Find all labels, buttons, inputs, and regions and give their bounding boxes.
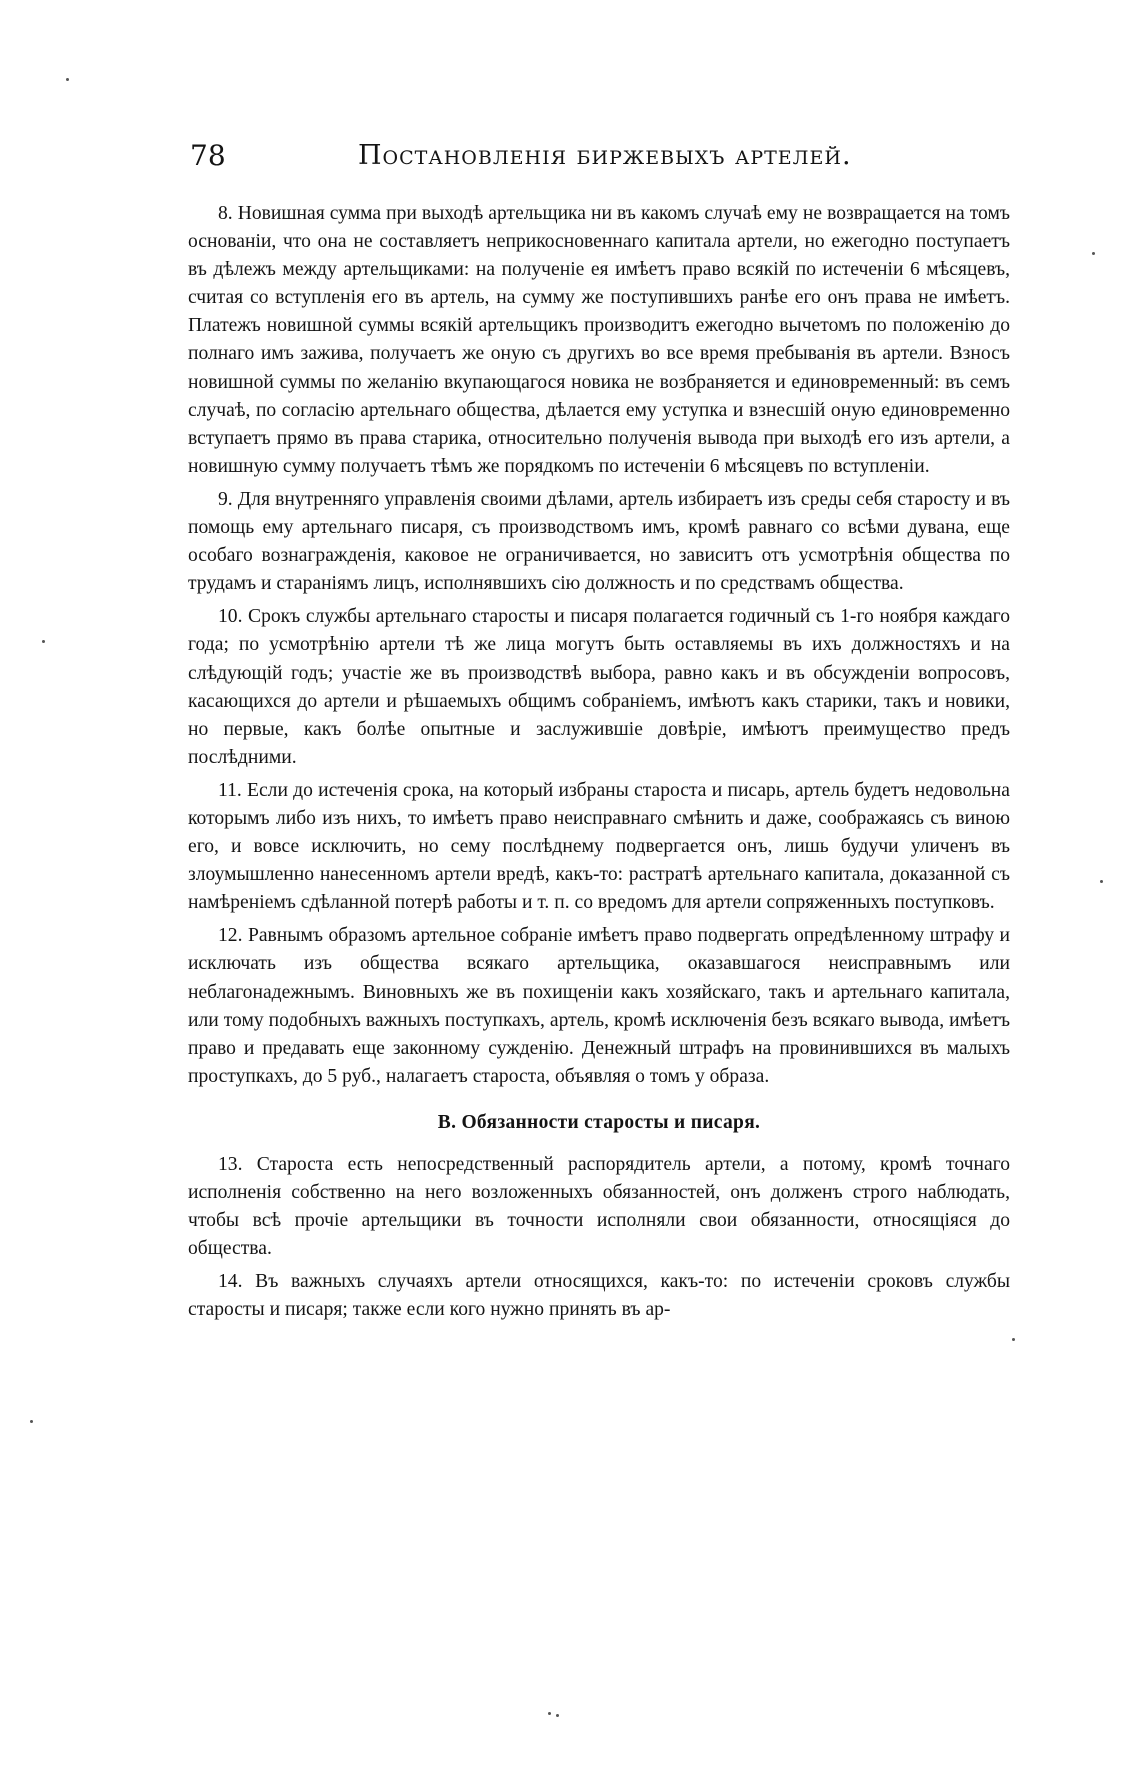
section-heading: В. Обязанности старосты и писаря. xyxy=(437,1111,761,1133)
paragraph-12: 12. Равнымъ образомъ артельное собраніе имѣетъ право подвергать опредѣленному штрафу и исключать изъ общества всякаго артельщика, оказавшагося неисправнымъ или неблагонадежнымъ. Виновныхъ же въ похищеніи какъ хозяйскаго, такъ и артельнаго капитала, или тому подобныхъ важныхъ поступкахъ, артель, кромѣ исключенія безъ всякаго вывода, имѣетъ право и предавать еще законному сужденію. Денежный штрафъ на провинившихся въ малыхъ проступкахъ, до 5 руб., налагаетъ староста, объявляя о томъ у образа. xyxy=(188,925,1010,1087)
paragraph-13: 13. Староста есть непосредственный распорядитель артели, а потому, кромѣ точнаго исполненія собственно на него возложенныхъ обязанностей, онъ долженъ строго наблюдать, чтобы всѣ прочіе артельщики въ точности исполняли свои обязанности, относящіяся до общества. xyxy=(188,1153,1010,1260)
paragraph-9: 9. Для внутренняго управленія своими дѣлами, артель избираетъ изъ среды себя старосту и въ помощь ему артельнаго писаря, съ производствомъ имъ, кромѣ равнаго со всѣми дувана, еще особаго вознагражденія, каковое не ограничивается, но зависитъ отъ усмотрѣнія общества по трудамъ и стараніямъ лицъ, исполнявшихъ сію должность и по средствамъ общества. xyxy=(188,488,1010,595)
scan-speck xyxy=(1100,880,1103,883)
page-header xyxy=(190,136,1010,176)
running-title: Постановленія биржевыхъ артелей. xyxy=(358,140,852,171)
paragraph-10: 10. Срокъ службы артельнаго старосты и писаря полагается годичный съ 1-го ноября каждаго года; по усмотрѣнію артели тѣ же лица могутъ быть оставляемы въ ихъ должностяхъ и на слѣдующій годъ; участіе же въ производствѣ выбора, равно какъ и въ обсужденіи вопросовъ, касающихся до артели и рѣшаемыхъ общимъ собраніемъ, имѣютъ какъ старики, такъ и новики, но первые, какъ болѣе опытные и заслужившіе довѣріе, имѣютъ преимущество предъ послѣдними. xyxy=(188,606,1010,768)
scan-speck xyxy=(30,1420,33,1423)
body-text xyxy=(188,200,1010,1329)
page-number: 78 xyxy=(190,139,226,172)
scan-speck xyxy=(1092,252,1095,255)
paragraph-14: 14. Въ важныхъ случаяхъ артели относящихся, какъ-то: по истеченіи сроковъ службы старосты и писаря; также если кого нужно принять въ ар- xyxy=(188,1271,1010,1321)
scan-speck xyxy=(42,640,45,643)
scan-speck xyxy=(66,78,69,81)
paragraph-11: 11. Если до истеченія срока, на который избраны староста и писарь, артель будетъ недовольна которымъ либо изъ нихъ, то имѣетъ право неисправнаго смѣнить и даже, соображаясь съ виною его, и вовсе исключить, но сему послѣднему подвергается онъ, лишь будучи уличенъ въ злоумышленно нанесенномъ артели вредѣ, какъ-то: растратѣ артельнаго капитала, доказанной съ намѣреніемъ сдѣланной потерѣ работы и т. п. со вредомъ для артели сопряженныхъ поступковъ. xyxy=(188,779,1010,914)
paragraph-8: 8. Новишная сумма при выходѣ артельщика ни въ какомъ случаѣ ему не возвращается на томъ основаніи, что она не составляетъ неприкосновеннаго капитала артели, но ежегодно поступаетъ въ дѣлежъ между артельщиками: на полученіе ея имѣетъ право всякій по истеченіи 6 мѣсяцевъ, считая со вступленія его въ артель, на сумму же поступившихъ ранѣе его онъ права не имѣетъ. Платежъ новишной суммы всякій артельщикъ производитъ ежегодно вычетомъ по положенію до полнаго имъ зажива, получаетъ же оную съ другихъ во все время пребыванія въ артели. Взносъ новишной суммы по желанію вкупающагося новика не возбраняется и единовременный: въ семъ случаѣ, по согласію артельнаго общества, дѣлается ему уступка и взнесшій оную единовременно вступаетъ прямо въ права старика, относительно полученія вывода при выходѣ его изъ артели, а новишную сумму получаетъ тѣмъ же порядкомъ по истеченіи 6 мѣсяцевъ по вступленіи. xyxy=(188,203,1010,477)
scan-speck xyxy=(1012,1338,1015,1341)
scan-speck xyxy=(548,1712,551,1715)
scan-speck xyxy=(556,1714,559,1717)
